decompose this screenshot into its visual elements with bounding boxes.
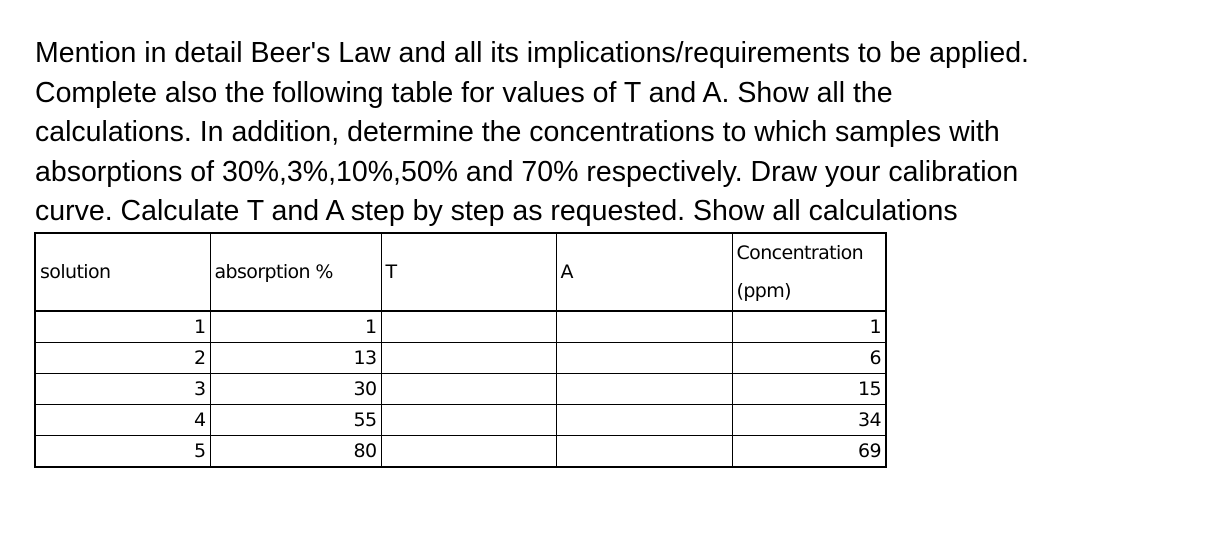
- table-row: [35, 311, 886, 343]
- cell-concentration: 69: [732, 436, 886, 468]
- cell-a: [556, 374, 732, 405]
- header-solution: solution: [35, 233, 210, 311]
- question-line-5: curve. Calculate T and A step by step as requested. Show all calculations: [35, 195, 958, 227]
- header-concentration: Concentration (ppm): [732, 233, 886, 311]
- cell-a: [556, 405, 732, 436]
- cell-concentration: 34: [732, 405, 886, 436]
- question-line-4: absorptions of 30%,3%,10%,50% and 70% respectively. Draw your calibration: [35, 155, 1019, 188]
- question-line-1: Mention in detail Beer's Law and all its implications/requirements to be applied.: [35, 37, 1029, 69]
- cell-a: [556, 311, 732, 343]
- cell-t: [381, 311, 556, 343]
- question-line-3: calculations. In addition, determine the concentrations to which samples with: [35, 116, 1000, 148]
- cell-absorption: 1: [210, 311, 381, 343]
- question-line-2: Complete also the following table for values of T and A. Show all the: [35, 76, 893, 109]
- question-text: [35, 34, 1205, 232]
- cell-t: [381, 436, 556, 468]
- header-t: T: [381, 233, 556, 311]
- cell-concentration: 6: [732, 343, 886, 374]
- cell-a: [556, 343, 732, 374]
- cell-concentration: 1: [732, 311, 886, 343]
- table-row: [35, 374, 886, 405]
- cell-a: [556, 436, 732, 468]
- cell-t: [381, 405, 556, 436]
- table-row: [35, 405, 886, 436]
- cell-absorption: 30: [210, 374, 381, 405]
- table-row: [35, 343, 886, 374]
- cell-absorption: 13: [210, 343, 381, 374]
- cell-solution: 4: [35, 405, 210, 436]
- header-a: A: [556, 233, 732, 311]
- cell-solution: 5: [35, 436, 210, 468]
- cell-concentration: 15: [732, 374, 886, 405]
- data-table: [34, 232, 887, 468]
- cell-absorption: 55: [210, 405, 381, 436]
- cell-solution: 1: [35, 311, 210, 343]
- cell-solution: 2: [35, 343, 210, 374]
- header-absorption: absorption %: [210, 233, 381, 311]
- table-row: [35, 436, 886, 468]
- cell-t: [381, 374, 556, 405]
- table-header-row: [35, 233, 886, 311]
- cell-absorption: 80: [210, 436, 381, 468]
- cell-solution: 3: [35, 374, 210, 405]
- cell-t: [381, 343, 556, 374]
